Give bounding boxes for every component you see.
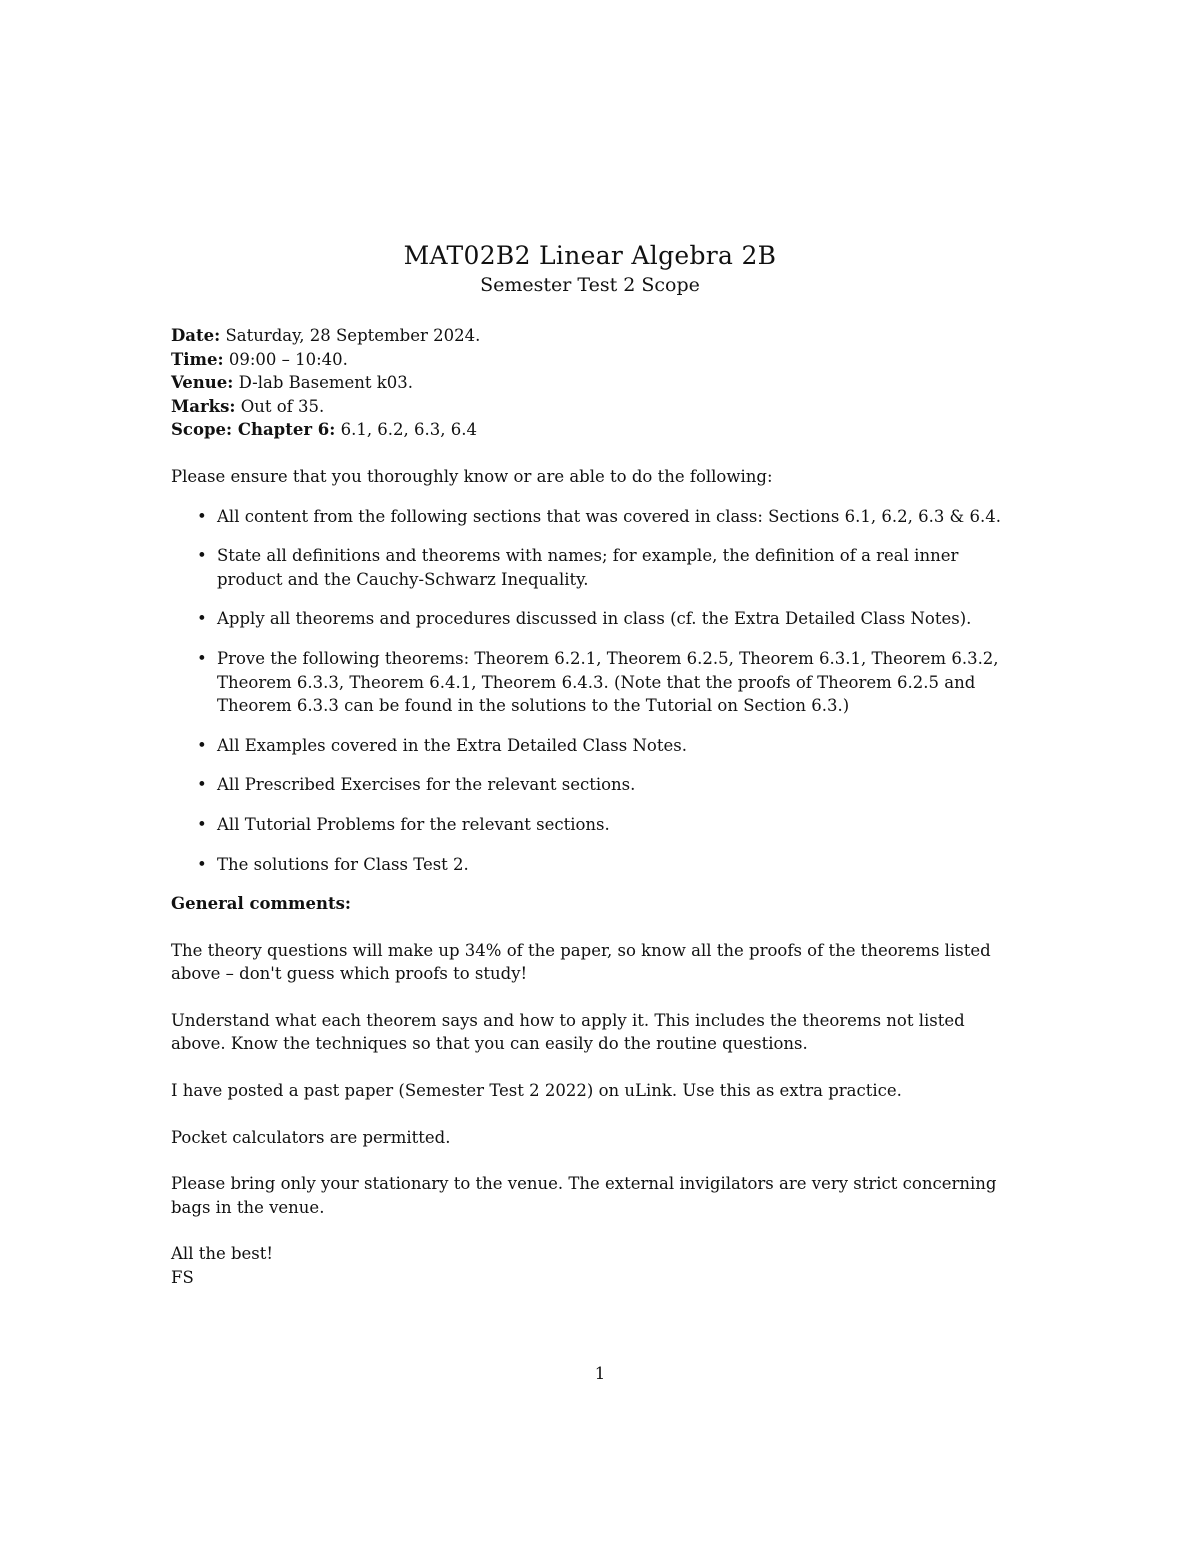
comment-paragraph: Please bring only your stationary to the venue. The external invigilators are very strict concerning bags in the venue. <box>171 1174 997 1217</box>
intro-text: Please ensure that you thoroughly know or are able to do the following: <box>171 466 773 486</box>
task-list <box>171 505 1009 877</box>
time-value: 09:00 – 10:40. <box>223 349 348 369</box>
list-item <box>171 607 1009 631</box>
list-item <box>171 647 1009 718</box>
list-item <box>171 734 1009 758</box>
bullet-icon: • <box>197 546 207 566</box>
comment-paragraph: Pocket calculators are permitted. <box>171 1127 451 1147</box>
list-item-text: Apply all theorems and procedures discussed in class (cf. the Extra Detailed Class Notes). <box>217 609 972 629</box>
document-subtitle: Semester Test 2 Scope <box>480 274 700 296</box>
time-line <box>171 348 1009 372</box>
scope-label: Scope: Chapter 6: <box>171 420 336 440</box>
list-item-text: The solutions for Class Test 2. <box>217 854 469 874</box>
page-number: 1 <box>594 1364 606 1383</box>
date-line <box>171 324 1009 348</box>
scope-line <box>171 418 1009 442</box>
comment-paragraph: Understand what each theorem says and how to apply it. This includes the theorems not listed above. Know the techniques so that you can easily do the routine questions. <box>171 1010 965 1054</box>
document-page <box>171 232 1009 1290</box>
scope-value: 6.1, 6.2, 6.3, 6.4 <box>335 420 478 440</box>
bullet-icon: • <box>197 854 207 874</box>
comment-paragraph: The theory questions will make up 34% of the paper, so know all the proofs of the theorems listed above – don't guess which proofs to study! <box>171 940 991 984</box>
list-item-text: All Prescribed Exercises for the relevant sections. <box>217 775 636 795</box>
date-value: Saturday, 28 September 2024. <box>220 326 481 345</box>
bullet-icon: • <box>197 814 207 834</box>
list-item-text: All Examples covered in the Extra Detailed Class Notes. <box>217 735 687 755</box>
list-item <box>171 853 1009 877</box>
signoff <box>171 1242 1009 1289</box>
list-item <box>171 544 1009 591</box>
venue-label: Venue: <box>171 373 234 393</box>
marks-line <box>171 395 1009 419</box>
bullet-icon: • <box>197 609 207 629</box>
marks-label: Marks: <box>171 396 236 416</box>
test-details <box>171 324 1009 442</box>
bullet-icon: • <box>197 648 207 668</box>
signoff-greeting: All the best! <box>171 1244 274 1264</box>
bullet-icon: • <box>197 735 207 755</box>
comment-paragraph: I have posted a past paper (Semester Test 2 2022) on uLink. Use this as extra practice. <box>171 1081 902 1101</box>
list-item <box>171 773 1009 797</box>
list-item-text: All Tutorial Problems for the relevant sections. <box>217 814 610 834</box>
marks-value: Out of 35. <box>235 396 325 416</box>
list-item <box>171 813 1009 837</box>
list-item-text: Prove the following theorems: Theorem 6.2.1, Theorem 6.2.5, Theorem 6.3.1, Theorem 6.3.2, Theorem 6.3.3, Theorem 6.4.1, Theorem 6.4.3. (Note that the proofs of Theorem 6.2.5 and Theorem 6.3.3 can be found in the solutions to the Tutorial on Section 6.3.) <box>217 648 999 716</box>
time-label: Time: <box>171 349 224 369</box>
document-title: MAT02B2 Linear Algebra 2B <box>403 241 777 270</box>
signoff-initials: FS <box>171 1268 194 1288</box>
venue-line <box>171 371 1009 395</box>
list-item-text: All content from the following sections that was covered in class: Sections 6.1, 6.2, 6.3 & 6.4. <box>217 506 1001 526</box>
venue-value: D-lab Basement k03. <box>233 373 413 393</box>
list-item <box>171 505 1009 529</box>
list-item-text: State all definitions and theorems with names; for example, the definition of a real inner product and the Cauchy-Schwarz Inequality. <box>217 546 959 589</box>
general-comments-heading: General comments: <box>171 894 351 914</box>
date-label: Date: <box>171 326 221 345</box>
bullet-icon: • <box>197 775 207 795</box>
bullet-icon: • <box>197 506 207 526</box>
